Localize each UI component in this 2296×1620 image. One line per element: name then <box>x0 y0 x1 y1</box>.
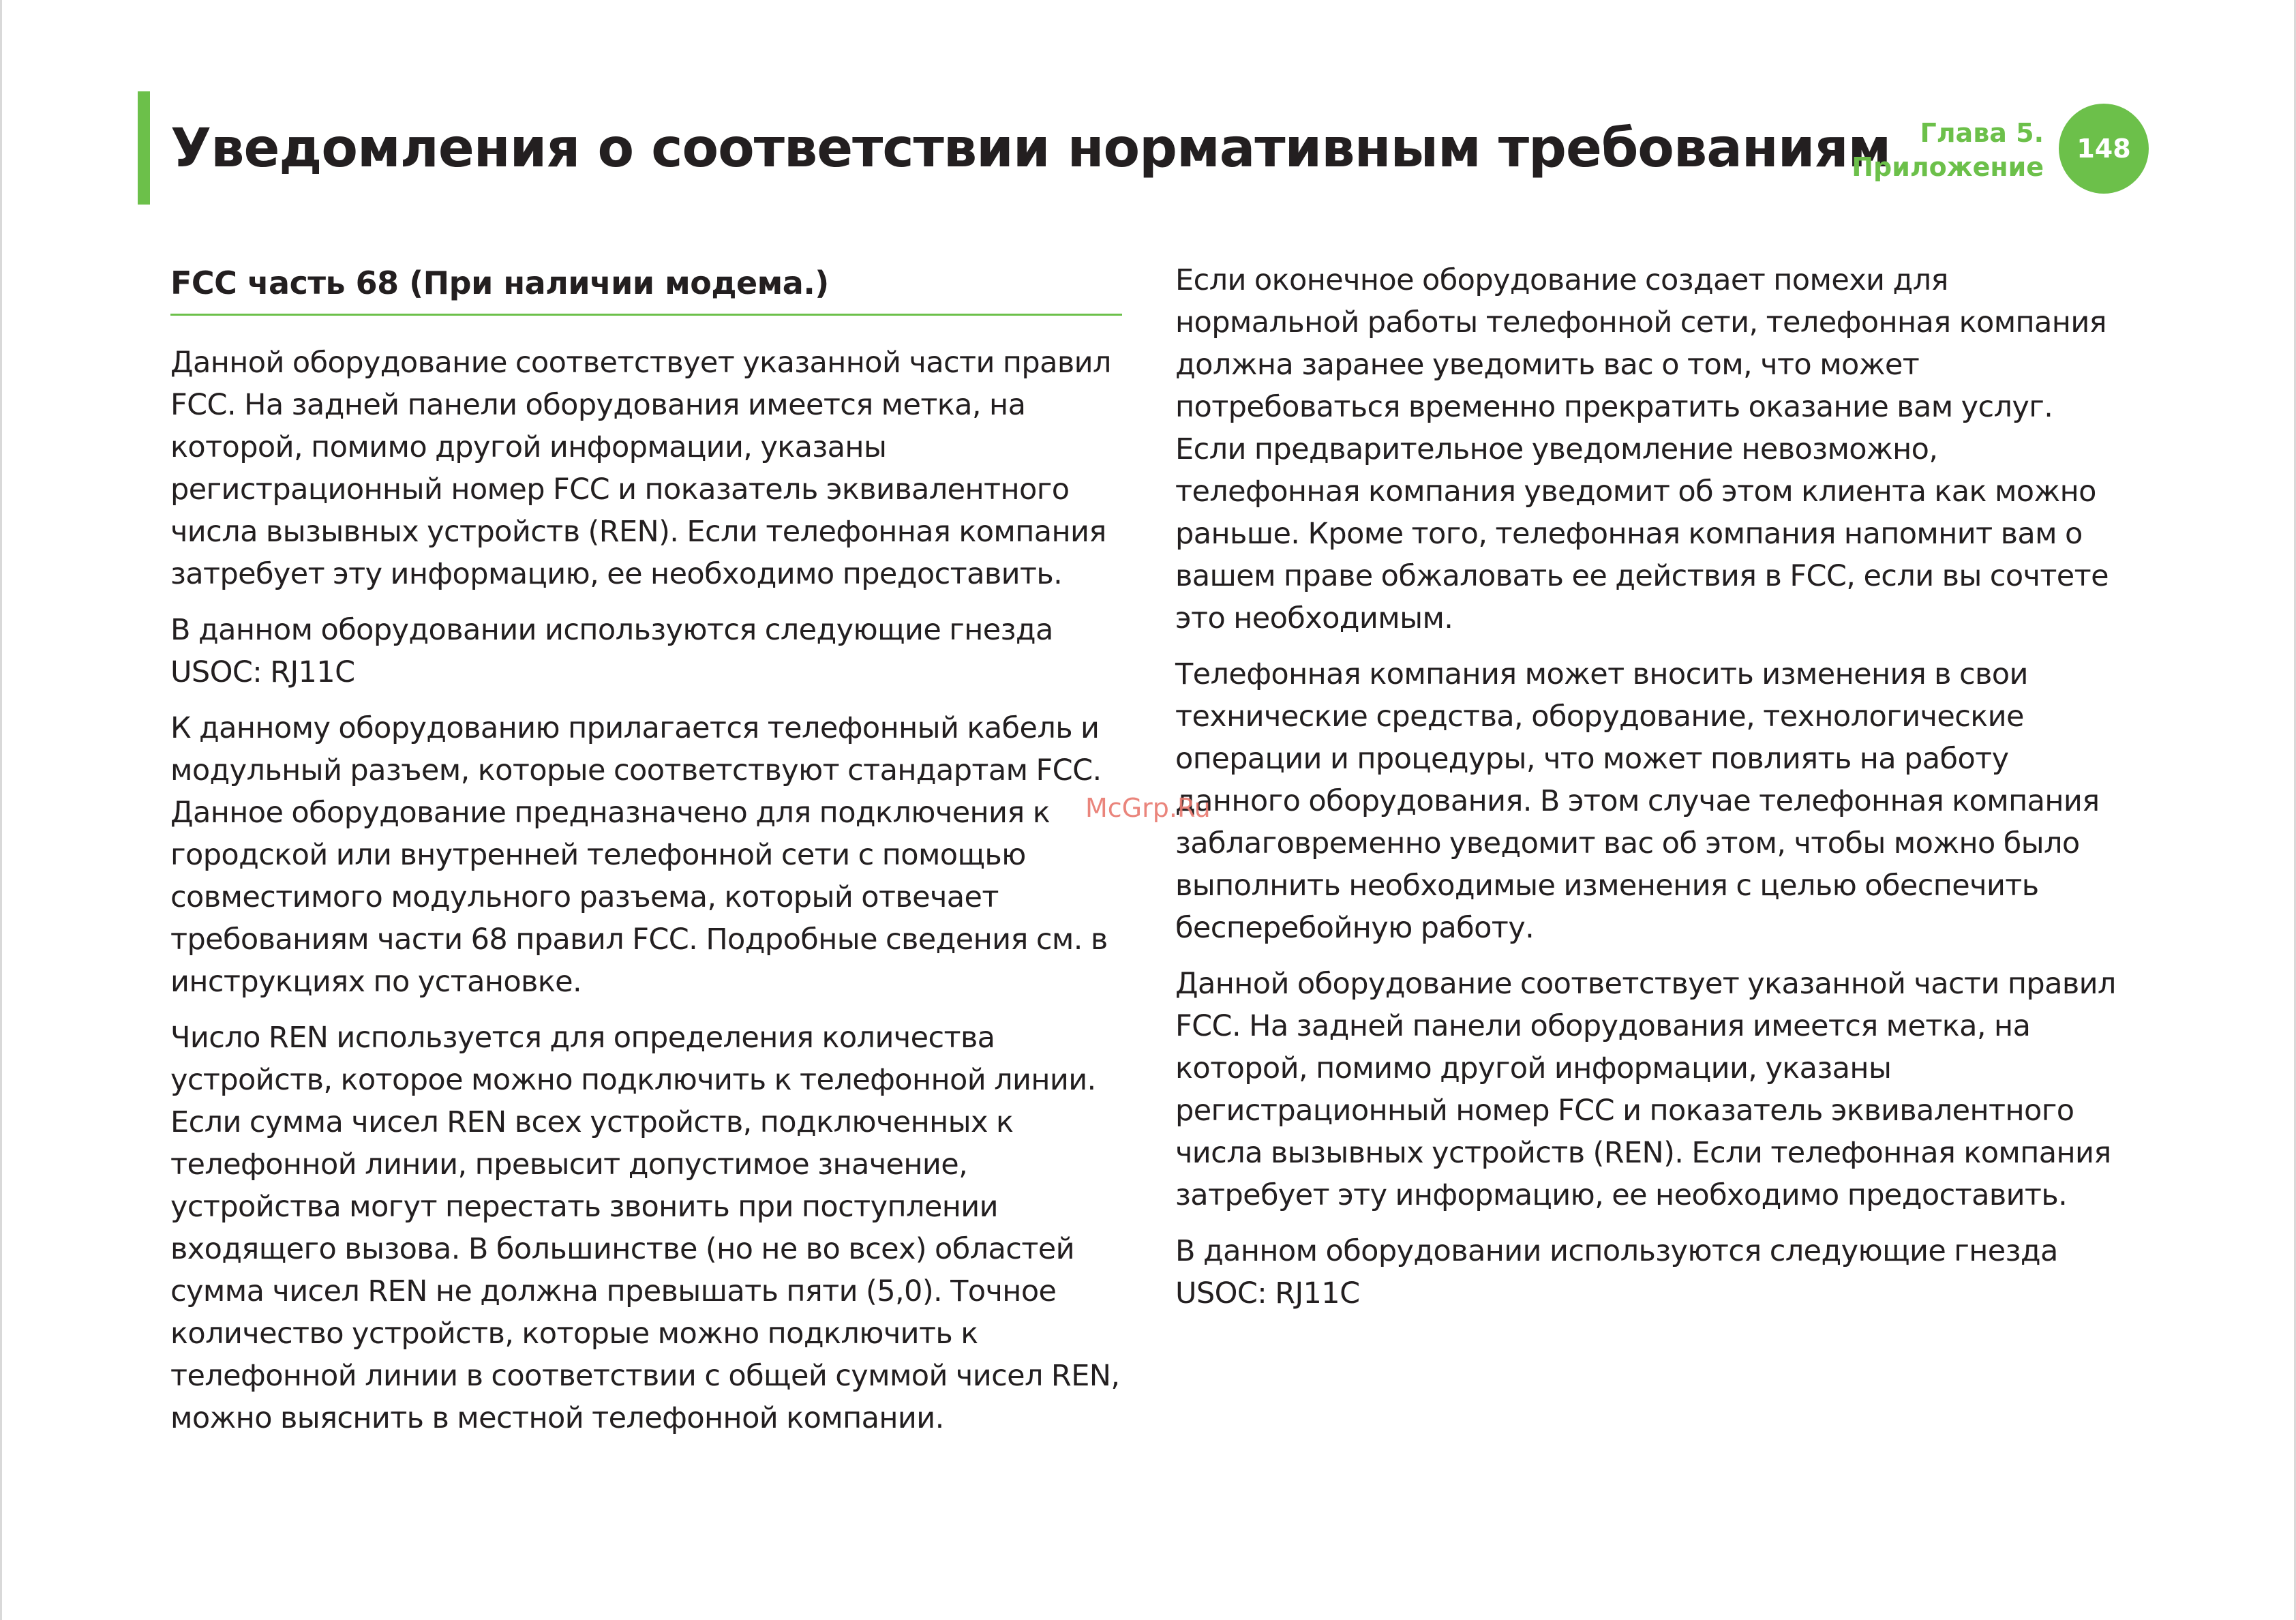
paragraph: Данной оборудование соответствует указанной части правил FCC. На задней панели оборудования имеется метка, на которой, помимо другой информации, указаны регистрационный номер FCC и показатель эквивалентного числа вызывных устройств (REN). Если телефонная компания затребует эту информацию, ее необходимо предоставить. <box>1175 967 2116 1212</box>
paragraph: В данном оборудовании используются следующие гнезда USOC: RJ11C <box>170 613 1053 689</box>
title-accent-bar <box>138 91 150 205</box>
right-column <box>1175 259 2130 1328</box>
watermark: McGrp.Ru <box>1085 793 1211 823</box>
paragraph: Число REN используется для определения количества устройств, которое можно подключить к телефонной линии. Если сумма чисел REN всех устройств, подключенных к телефонной линии, превысит допустимое значение, устройства могут перестать звонить при поступлении входящего вызова. В большинстве (но не во всех) областей сумма чисел REN не должна превышать пяти (5,0). Точное количество устройств, которые можно подключить к телефонной линии в соответствии с общей суммой чисел REN, можно выяснить в местной телефонной компании. <box>170 1021 1120 1435</box>
left-column <box>170 259 1125 1453</box>
page-number-badge: 148 <box>2059 104 2149 194</box>
paragraph: Данной оборудование соответствует указанной части правил FCC. На задней панели оборудования имеется метка, на которой, помимо другой информации, указаны регистрационный номер FCC и показатель эквивалентного числа вызывных устройств (REN). Если телефонная компания затребует эту информацию, ее необходимо предоставить. <box>170 346 1111 591</box>
paragraph: Если оконечное оборудование создает помехи для нормальной работы телефонной сети, телефонная компания должна заранее уведомить вас о том, что может потребоваться временно прекратить оказание вам услуг. Если предварительное уведомление невозможно, телефонная компания уведомит об этом клиента как можно раньше. Кроме того, телефонная компания напомнит вам о вашем праве обжаловать ее действия в FCC, если вы сочтете это необходимым. <box>1175 263 2109 635</box>
page-edge-left <box>0 0 2 1620</box>
paragraph: К данному оборудованию прилагается телефонный кабель и модульный разъем, которые соответствуют стандартам FCC. Данное оборудование предназначено для подключения к городской или внутренней телефонной сети с помощью совместимого модульного разъема, который отвечает требованиям части 68 правил FCC. Подробные сведения см. в инструкциях по установке. <box>170 711 1108 999</box>
section-heading: FCC часть 68 (При наличии модема.) <box>170 259 1122 316</box>
chapter-name: Приложение <box>1852 152 2044 182</box>
paragraph: В данном оборудовании используются следующие гнезда USOC: RJ11C <box>1175 1234 2058 1310</box>
page-title: Уведомления о соответствии нормативным требованиям <box>170 118 1891 179</box>
paragraph: Телефонная компания может вносить изменения в свои технические средства, оборудование, технологические операции и процедуры, что может повлиять на работу данного оборудования. В этом случае телефонная компания заблаговременно уведомит вас об этом, чтобы можно было выполнить необходимые изменения с целью обеспечить бесперебойную работу. <box>1175 657 2100 945</box>
chapter-label <box>1852 116 2044 184</box>
chapter-number: Глава 5. <box>1920 118 2044 148</box>
